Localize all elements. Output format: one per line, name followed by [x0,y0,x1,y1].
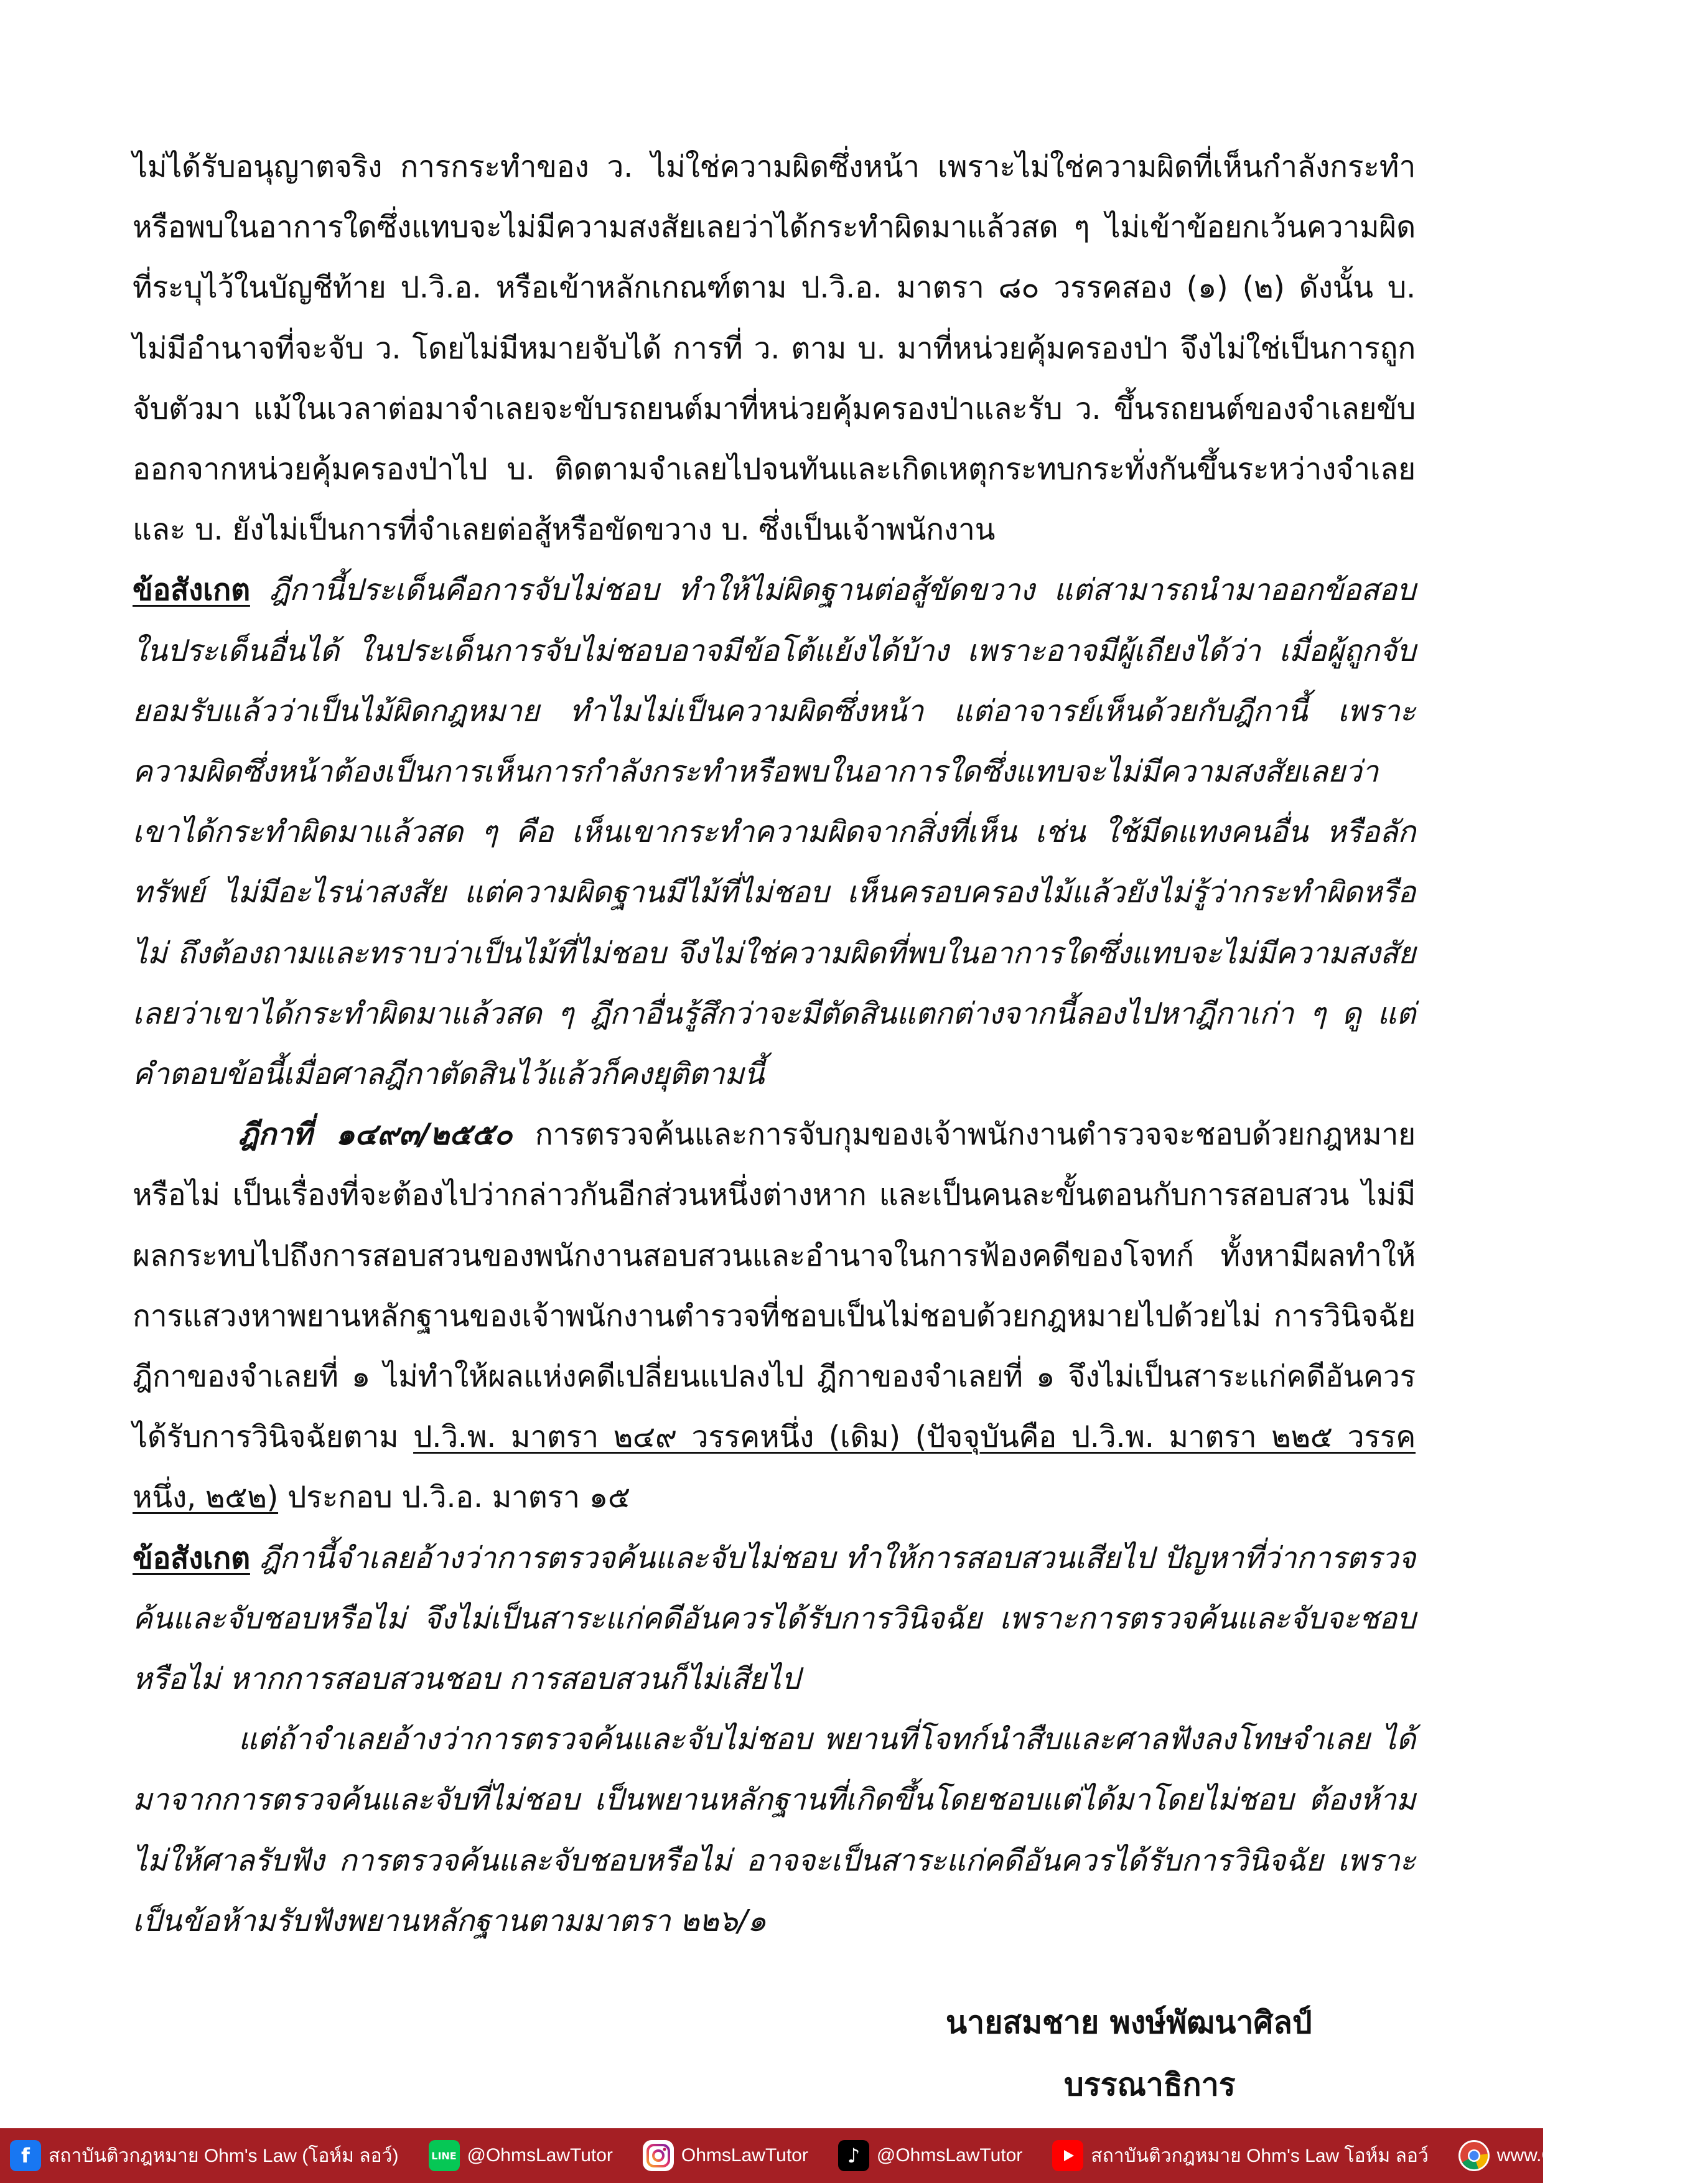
footer-website-link[interactable] [1458,2140,1708,2171]
case-tail: ประกอบ ป.วิ.อ. มาตรา ๑๕ [278,1480,630,1515]
footer-youtube-link[interactable] [1052,2140,1429,2171]
signature-name: นายสมชาย พงษ์พัฒนาศิลป์ [946,2004,1312,2040]
paragraph-note-2 [133,1528,1416,1710]
paragraph-note-1 [133,560,1416,1105]
footer-line-link[interactable] [429,2140,613,2171]
case-number-label: ฎีกาที่ ๑๔๙๓/๒๕๕๐ [238,1117,513,1152]
document-body [133,137,1416,1952]
paragraph-closing: แต่ถ้าจำเลยอ้างว่าการตรวจค้นและจับไม่ชอบ พยานที่โจทก์นำสืบและศาลฟังลงโทษจำเลย ได้มาจากการตรวจค้นและจับที่ไม่ชอบ เป็นพยานหลักฐานที่เกิดขึ้นโดยชอบแต่ได้มาโดยไม่ชอบ ต้องห้ามไม่ให้ศาลรับฟัง การตรวจค้นและจับชอบหรือไม่ อาจจะเป็นสาระแก่คดีอันควรได้รับการวินิจฉัย เพราะเป็นข้อห้ามรับฟังพยานหลักฐานตามมาตรา ๒๒๖/๑ [133,1722,1416,1938]
signature-title: บรรณาธิการ [1064,2067,1236,2103]
facebook-icon: f [10,2140,41,2171]
line-label: @OhmsLawTutor [467,2145,613,2166]
paragraph-case-continuation: ไม่ได้รับอนุญาตจริง การกระทำของ ว. ไม่ใช่ความผิดซึ่งหน้า เพราะไม่ใช่ความผิดที่เห็นกำลังกระทำหรือพบในอาการใดซึ่งแทบจะไม่มีความสงสัยเลยว่าได้กระทำผิดมาแล้วสด ๆ ไม่เข้าข้อยกเว้นความผิดที่ระบุไว้ในบัญชีท้าย ป.วิ.อ. หรือเข้าหลักเกณฑ์ตาม ป.วิ.อ. มาตรา ๘๐ วรรคสอง (๑) (๒) ดังนั้น บ. ไม่มีอำนาจที่จะจับ ว. โดยไม่มีหมายจับได้ การที่ ว. ตาม บ. มาที่หน่วยคุ้มครองป่า จึงไม่ใช่เป็นการถูกจับตัวมา แม้ในเวลาต่อมาจำเลยจะขับรถยนต์มาที่หน่วยคุ้มครองป่าและรับ ว. ขึ้นรถยนต์ของจำเลยขับออกจากหน่วยคุ้มครองป่าไป บ. ติดตามจำเลยไปจนทันและเกิดเหตุกระทบกระทั่งกันขึ้นระหว่างจำเลยและ บ. ยังไม่เป็นการที่จำเลยต่อสู้หรือขัดขวาง บ. ซึ่งเป็นเจ้าพนักงาน [133,149,1416,548]
youtube-label: สถาบันติวกฎหมาย Ohm's Law โอห์ม ลอว์ [1091,2145,1429,2166]
footer-facebook-link[interactable] [10,2140,399,2171]
note-text: ฎีกานี้จำเลยอ้างว่าการตรวจค้นและจับไม่ชอบ ทำให้การสอบสวนเสียไป ปัญหาที่ว่าการตรวจค้นและจับชอบหรือไม่ จึงไม่เป็นสาระแก่คดีอันควรได้รับการวินิจฉัย เพราะการตรวจค้นและจับจะชอบหรือไม่ หากการสอบสวนชอบ การสอบสวนก็ไม่เสียไป [133,1540,1416,1697]
facebook-label: สถาบันติวกฎหมาย Ohm's Law (โอห์ม ลอว์) [49,2145,399,2166]
paragraph-supreme-court-case [133,1105,1416,1528]
note-label: ข้อสังเกต [133,1540,250,1576]
case-text: การตรวจค้นและการจับกุมของเจ้าพนักงานตำรวจจะชอบด้วยกฎหมายหรือไม่ เป็นเรื่องที่จะต้องไปว่ากล่าวกันอีกส่วนหนึ่งต่างหาก และเป็นคนละขั้นตอนกับการสอบสวน ไม่มีผลกระทบไปถึงการสอบสวนของพนักงานสอบสวนและอำนาจในการฟ้องคดีของโจทก์ ทั้งหามีผลทำให้การแสวงหาพยานหลักฐานของเจ้าพนักงานตำรวจที่ชอบเป็นไม่ชอบด้วยกฎหมายไปด้วยไม่ การวินิจฉัยฎีกาของจำเลยที่ ๑ ไม่ทำให้ผลแห่งคดีเปลี่ยนแปลงไป ฎีกาของจำเลยที่ ๑ จึงไม่เป็นสาระแก่คดีอันควรได้รับการวินิจฉัยตาม [133,1117,1416,1455]
website-label: www.OhmsLawTutor.com [1496,2145,1708,2166]
note-label: ข้อสังเกต [133,573,250,608]
youtube-icon [1052,2140,1083,2171]
footer-tiktok-link[interactable] [838,2140,1022,2171]
instagram-icon [643,2140,674,2171]
signature-block [884,1991,1444,2116]
case-law-reference: ป.วิ.พ. มาตรา ๒๔๙ วรรคหนึ่ง (เดิม) (ปัจจุบันคือ ป.วิ.พ. มาตรา ๒๒๕ วรรคหนึ่ง, ๒๕๒) [133,1419,1416,1515]
footer-social-bar [0,2128,1708,2183]
instagram-label: OhmsLawTutor [681,2145,808,2166]
line-icon: LINE [429,2140,460,2171]
tiktok-icon: ♪ [838,2140,869,2171]
note-text: ฎีกานี้ประเด็นคือการจับไม่ชอบ ทำให้ไม่ผิดฐานต่อสู้ขัดขวาง แต่สามารถนำมาออกข้อสอบในประเด็นอื่นได้ ในประเด็นการจับไม่ชอบอาจมีข้อโต้แย้งได้บ้าง เพราะอาจมีผู้เถียงได้ว่า เมื่อผู้ถูกจับยอมรับแล้วว่าเป็นไม้ผิดกฎหมาย ทำไมไม่เป็นความผิดซึ่งหน้า แต่อาจารย์เห็นด้วยกับฎีกานี้ เพราะความผิดซึ่งหน้าต้องเป็นการเห็นการกำลังกระทำหรือพบในอาการใดซึ่งแทบจะไม่มีความสงสัยเลยว่าเขาได้กระทำผิดมาแล้วสด ๆ คือ เห็นเขากระทำความผิดจากสิ่งที่เห็น เช่น ใช้มีดแทงคนอื่น หรือลักทรัพย์ ไม่มีอะไรน่าสงสัย แต่ความผิดฐานมีไม้ที่ไม่ชอบ เห็นครอบครองไม้แล้วยังไม่รู้ว่ากระทำผิดหรือไม่ ถึงต้องถามและทราบว่าเป็นไม้ที่ไม่ชอบ จึงไม่ใช่ความผิดที่พบในอาการใดซึ่งแทบจะไม่มีความสงสัยเลยว่าเขาได้กระทำผิดมาแล้วสด ๆ ฎีกาอื่นรู้สึกว่าจะมีตัดสินแตกต่างจากนี้ลองไปหาฎีกาเก่า ๆ ดู แต่คำตอบข้อนี้เมื่อศาลฎีกาตัดสินไว้แล้วก็คงยุติตามนี้ [133,573,1416,1092]
footer-instagram-link[interactable] [643,2140,808,2171]
tiktok-label: @OhmsLawTutor [876,2145,1023,2166]
chrome-icon [1458,2140,1490,2171]
